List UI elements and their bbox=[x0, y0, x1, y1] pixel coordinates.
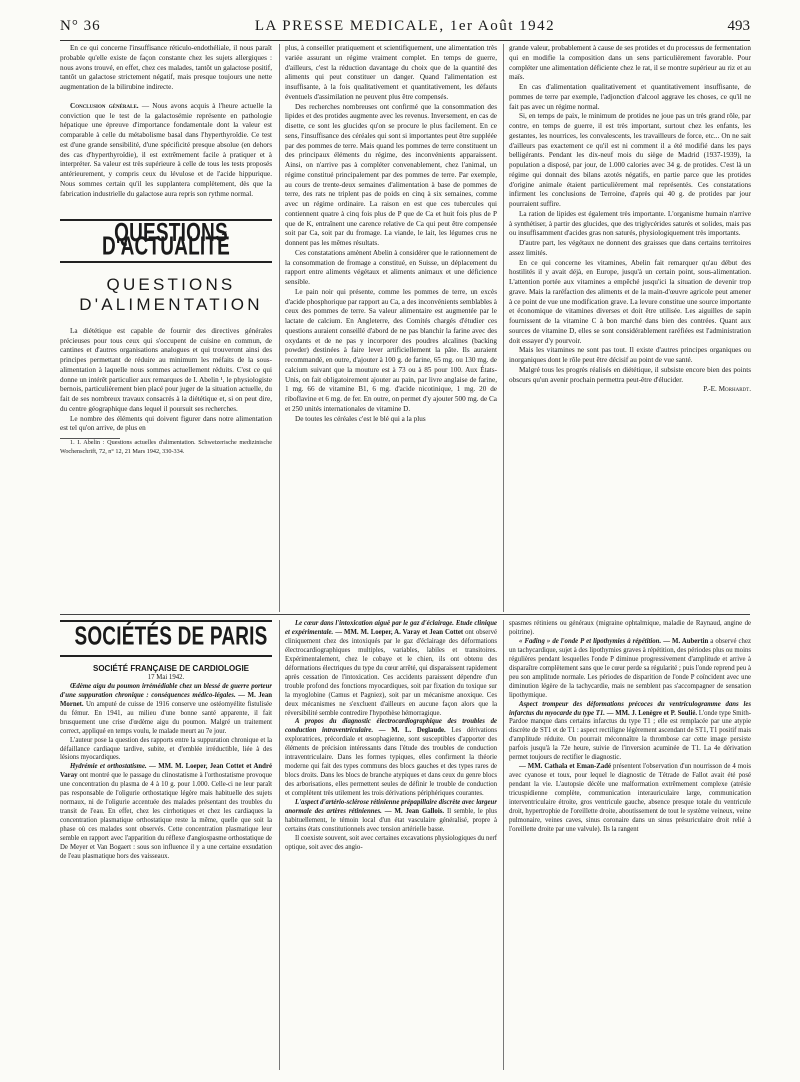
communication-authors: — MM. Cathala et Eman-Zadé bbox=[519, 763, 612, 771]
paragraph: Il coexiste souvent, soit avec certaines excavations physiologiques du nerf optique, soit avec des angio- bbox=[285, 834, 497, 851]
paragraph: Des recherches nombreuses ont confirmé que la consommation des lipides et des protides augmente avec les revenus. Inversement, en cas de disette, ce sont les glucides qu'on se procure le plus facilement. En ce sens, l'insuffisance des céréales qui sont si importantes peut être suppléée par des pommes de terre. Mais quand les pommes de terre constituent un des principaux éléments du régime, des inconvénients apparaissent. Ainsi, on n'arrive pas à compléter convenablement, chez l'animal, un régime constitué principalement par des pommes de terre. Par exemple, au cours de trente-deux semaines d'alimentation à base de pommes de terre, des rats ne triplent pas de poids en cinq à six semaines, comme avec un régime ordinaire. La raison en est que ces tubercules qui contiennent quatre à cinq fois plus de P que de Ca et huit fois plus de P que de K, entraînent une carence relative de Ca qui peut être compensée soit par Ca, soit par du fromage. La viande, le lait, les légumes crus ne donnent pas les mêmes résultats. bbox=[285, 102, 497, 247]
paragraph: La ration de lipides est également très importante. L'organisme humain n'arrive à synthétiser, à partir des glucides, que des triglycérides saturés et solides, mais pas ou insuffisamment d'acides gras non saturés, physiologiquement très importants. bbox=[509, 209, 751, 238]
paragraph: De toutes les céréales c'est le blé qui a la plus bbox=[295, 414, 426, 423]
communication-text: Un amputé de cuisse de 1916 conserve une ostéomyélite fistulisée du fémur. En 1941, au milieu d'une bonne santé apparente, il fait brusquement une crise d'œdème aigu du poumon. Malgré un traitement correct, appliqué en temps voulu, le malade meurt au 7e jour. bbox=[60, 700, 272, 735]
issue-number: N° 36 bbox=[60, 18, 101, 34]
communication bbox=[285, 799, 497, 835]
communication-text: ont montré que le passage du clinostatisme à l'orthostatisme provoque une concentration du plasma de 4 à 10 g. pour 1.000. Celle-ci ne leur paraît pas responsable de l'oligurie orthostatique légère mais habituelle des sujets normaux, ni de l'oligurie accentuée des malades présentant des troubles du transit de l'eau. En effet, chez les cirrhotiques et chez les cardiaques la concentration plasmatique orthostatique reste la même, quelle que soit la phase où ces malades sont observés. Cette concentration plasmatique leur semble en rapport avec l'apparition du réflexe d'angiospasme orthostatique de De Meyer et Van Bogaert : sous son influence il y a une certaine exsudation de l'eau plasmatique hors des vaisseaux. bbox=[60, 772, 272, 860]
communication bbox=[60, 683, 272, 737]
paragraph: Le pain noir qui présente, comme les pommes de terre, un excès d'acide phosphorique par rapport au Ca, a des inconvénients semblables à ceux des pommes de terre. Sa valeur alimentaire est augmentée par le lactate de calcium. En Angleterre, des Comités chargés d'étudier ces questions auraient conseillé d'abord de ne pas blanchir la farine avec des oxydants et de ne pas y incorporer des poudres alcalines (backing powder) destinées à faire lever artificiellement la pâte. Ils auraient recommandé, en outre, d'ajouter à 100 g. de farine, 65 mg. ou 130 mg. de calcium suivant que la mouture est à 73 ou à 85 pour 100. Aux États-Unis, on fait obligatoirement ajouter au pain, par livre anglaise de farine, 1 mg. 66 de vitamine B1, 6 mg. d'acide nicotinique, 1 mg. 20 de riboflavine et 6 mg. de fer. En outre, on permet d'y ajouter 500 mg. de Ca et 250 unités internationales de vitamine D. bbox=[285, 287, 497, 413]
paragraph: En cas d'alimentation qualitativement et quantitativement insuffisante, de pommes de terre par exemple, l'adjonction d'alcool aggrave les choses, ce qu'il ne fait pas avec un régime normal. bbox=[509, 83, 751, 111]
communication-authors: — M. Jean Mornet. bbox=[60, 691, 272, 708]
column-separator bbox=[503, 44, 504, 612]
column-separator bbox=[503, 620, 504, 1070]
paragraph: spasmes rétiniens ou généraux (migraine ophtalmique, maladie de Raynaud, angine de poitrine). bbox=[509, 620, 751, 636]
communication-text: présentent l'observation d'un nourrisson de 4 mois avec cyanose et toux, pour lequel le diagnostic de Tétrade de Fallot avait été posé pendant la vie. L'autopsie décèle une malformation extrêmement complexe (atrésie tricuspidienne complète, communication interauriculaire large, communication interventriculaire étroite, gros ventricule gauche, absence presque totale du ventricule droit, hypertrophie de l'oreillette droite, aboutissement de tout le système veineux, veine pulmonaire, veines caves, sinus coronaire dans un sinus présuriculaire droit relié à l'oreillette droite par une valvule). Ils la rangent bbox=[509, 763, 751, 833]
paragraph: En ce qui concerne les vitamines, Abelin fait remarquer qu'au début des hostilités il y avait déjà, en Europe, jusqu'à un certain point, sous-alimentation. L'attention portée aux vitamines a empêché jusqu'ici la situation de devenir trop grave. Mais la raréfaction des aliments et de la main-d'œuvre agricole peut amener à ce point de vue une modification grave. La levure constitue une source importante et économique de vitamines diverses et doit être utilisée. Les aiguilles de sapin fournissent de la vitamine C à bon marché dans bien des contrées. Quant aux sources de vitamine D, elles se sont considérablement raréfiées est l'administration doit essayer d'y pourvoir. bbox=[509, 258, 751, 345]
section-title: SOCIÉTÉS DE PARIS bbox=[74, 622, 268, 652]
communication-title: Hydrémie et orthostatisme. bbox=[70, 763, 147, 771]
page-header bbox=[60, 16, 750, 40]
paragraph: En ce qui concerne l'insuffisance réticulo-endothéliale, il nous paraît probable qu'elle existe de façon constante chez les sujets allergiques : nous avons trouvé, en effet, chez ces malades, tantôt un galactose positif, tantôt un galactose strictement négatif, mais presque toujours une nette augmentation de la bilirubine indirecte. bbox=[60, 44, 272, 91]
footnote: 1. I. Abelin : Questions actuelles d'alimentation. Schweizerische medizinische Wochenschrift, 72, n° 12, 21 Mars 1942, 330-334. bbox=[60, 439, 272, 455]
section-title: QUESTIONS D'ACTUALITÉ bbox=[101, 219, 231, 262]
author-signature: P.-E. Morhardt. bbox=[703, 385, 751, 394]
communication-authors: — M. Jean Gallois. bbox=[381, 808, 445, 816]
article-title-line-2: D'ALIMENTATION bbox=[79, 294, 263, 314]
communication bbox=[285, 718, 497, 799]
paragraph: La diététique est capable de fournir des directives générales précieuses pour tous ceux qui s'occupent de cuisine en commun, de cantines et d'autres organisations analogues et qui trouveront ainsi des principes permettant de réduire au minimum les méfaits de la sous-alimentation à laquelle nous sommes actuellement réduits. C'est ce qui donne un intérêt particulier aux remarques de I. Abelin ¹, le physiologiste bernois, particulièrement bien placé pour juger de la situation actuelle, du fait de ses nombreux travaux consacrés à la diététique et, si on peut dire, du centre géographique dans lequel il poursuit ses recherches. bbox=[60, 326, 272, 413]
society-column-1 bbox=[60, 620, 272, 1070]
journal-title: LA PRESSE MEDICALE, 1er Août 1942 bbox=[254, 18, 556, 34]
paragraph: grande valeur, probablement à cause de ses protides et du processus de fermentation qui en modifie la composition dans un sens particulièrement favorable. Pour compléter une alimentation déficiente chez le rat, il se montre supérieur au riz et au maïs. bbox=[509, 44, 751, 82]
paragraph: Le nombre des éléments qui doivent figurer dans notre alimentation est tel qu'on arrive, de plus en bbox=[60, 414, 272, 433]
paragraph: L'auteur pose la question des rapports entre la suppuration chronique et la défaillance cardiaque tardive, subite, et d'emblée irréductible, liée à des lésions myocardiques. bbox=[60, 736, 272, 762]
communication-authors: — M. Aubertin bbox=[661, 637, 709, 645]
communication-authors: — MM. M. Loeper, Jean Cottet et André Varay bbox=[60, 763, 272, 780]
communication-title: Aspect trompeur des déformations précoces du ventriculogramme dans les infarctus du myocarde du type T1. bbox=[509, 700, 751, 717]
paragraph: Mais les vitamines ne sont pas tout. Il existe d'autres principes organiques ou inorganiques dont le rôle peut être décisif au point de vue santé. bbox=[509, 346, 751, 364]
communication bbox=[60, 763, 272, 861]
section-divider bbox=[60, 614, 750, 615]
communication bbox=[509, 763, 751, 835]
communication-text: ont observé cliniquement chez des intoxiqués par le gaz d'éclairage des déformations électrocardiographiques multiples, variables, labiles et transitoires. Expérimentalement, chez le cobaye et le chien, ils ont obtenu des déformations électriques du type du cœur arrêté, qui disparaissent rapidement après cessation de l'intoxication. Ces accidents paraissent dépendre d'un trouble profond des fonctions myocardiques, soit par fixation du toxique sur la myoglobine (Camus et Pagniez), soit par un mécanisme anoxique. Ces deux mécanismes ne s'excluent d'ailleurs en aucune façon alors que la réversibilité semble contredire l'hypothèse hémorragique. bbox=[285, 628, 497, 717]
society-column-3 bbox=[509, 620, 751, 1070]
communication-authors: — MM. J. Lenègre et P. Soulié. bbox=[605, 709, 698, 717]
communication-title: « Fading » de l'onde P et lipothymies à répétition. bbox=[519, 637, 662, 645]
communication-text: L'onde type Smith-Pardoe manque dans certains infarctus du type T1 ; elle est remplacée par une atypie discrète de ST1 et de T1 : aspect rectiligne légèrement ascendant de ST1, T1 positif mais d'amplitude réduite. On pourrait méconnaître la thrombose car cette image persiste parfois jusqu'à la 72e heure, suivie de l'inversion acuminée de T1. La 4e dérivation permet toujours de rectifier le diagnostic. bbox=[509, 709, 751, 762]
communication-authors: — M. L. Deglaude. bbox=[373, 727, 446, 735]
page-number: 493 bbox=[727, 18, 750, 34]
paragraph: D'autre part, les végétaux ne donnent des graisses que dans certains territoires assez limités. bbox=[509, 239, 751, 257]
column-separator bbox=[279, 620, 280, 1070]
communication bbox=[285, 620, 497, 718]
communication-authors: — MM. M. Loeper, A. Varay et Jean Cottet bbox=[333, 628, 464, 636]
communication-title: A propos du diagnostic électrocardiographique des troubles de conduction intraventriculaire. bbox=[285, 718, 497, 735]
communication-text: a observé chez un tachycardique, sujet à des lipothymies graves à répétition, des périodes plus ou moins régulières pendant lesquelles l'onde P diminue progressivement d'amplitude et arrive à disparaître complètement sans que le cœur perde sa régularité ; puis l'onde reprend peu à peu son amplitude normale. Les périodes de disparition de l'onde P coïncident avec une diminution légère de la tachycardie, mais ne semblent pas s'accompagner de sensation lipothymique. bbox=[509, 637, 751, 699]
communication bbox=[509, 701, 751, 764]
paragraph: plus, à conseiller pratiquement et scientifiquement, une alimentation très variée assurant un régime vraiment complet. En temps de guerre, d'ailleurs, c'est la réduction davantage du choix que de la quantité des aliments qui peut constituer un danger. Quand l'alimentation est insuffisante, à la fois qualitativement et quantitativement, les défauts éventuels d'assimilation ne peuvent plus être compensés. bbox=[285, 44, 497, 101]
communication-title: Le cœur dans l'intoxication aiguë par le gaz d'éclairage. Étude clinique et expérimentale. bbox=[285, 620, 497, 636]
society-name: SOCIÉTÉ FRANÇAISE DE CARDIOLOGIE bbox=[92, 663, 249, 673]
article-column-2 bbox=[285, 44, 497, 612]
conclusion-paragraph bbox=[60, 102, 272, 200]
conclusion-text: — Nous avons acquis à l'heure actuelle la conviction que le test de la galactosémie représente en pathologie hépatique une épreuve d'importance fondamentale dont la valeur est comparable à celle du métabolisme basal dans l'hyperthyroïdie. Ce test est d'une grande sensibilité, d'une spécificité presque absolue (en dehors des cas d'hyperthyroïdie), il est extrêmement facile à pratiquer et à interpréter. Sa valeur est très supérieure à celle de tous les tests proposés antérieurement, y compris ceux du lévulose et de l'acide hippurique. Nous sommes certain qu'il les supplantera complètement, dès que la fabrication industrielle du galactose aura repris son rythme normal. bbox=[60, 101, 272, 198]
society-column-2 bbox=[285, 620, 497, 1070]
communication-title: Œdème aigu du poumon irrémédiable chez un blessé de guerre porteur d'une suppuration chronique : conséquences médico-légales. bbox=[60, 682, 272, 699]
article-column-1 bbox=[60, 44, 272, 612]
communication-text: Les dérivations exploratrices, précordiale et œsophagienne, sont susceptibles d'apporter des éléments de précision intéressants dans l'étude des troubles de conduction intraventriculaire. Dans les formes typiques, elles confirment la théorie moderne qui fait des types communs des blocs gauches et des types rares de blocs droits. Dans les blocs de branche atypiques et dans ceux du genre blocs des arborisations, elles permettent seules de définir le trouble de conduction et complètent très utilement les trois dérivations périphériques courantes. bbox=[285, 727, 497, 798]
communication-text: Il semble, le plus habituellement, le témoin local d'un état vasculaire généralisé, propre à certains états constitutionnels avec tension artérielle basse. bbox=[285, 808, 497, 833]
paragraph: Si, en temps de paix, le minimum de protides ne joue pas un très grand rôle, par contre, en temps de guerre, il est très important, surtout chez les enfants, les gestantes, les nourrices, les convalescents, les travailleurs de force, etc... On ne sait d'ailleurs pas exactement ce qu'il est ni comment il a été modifié dans les pays belligérants. Pendant les dix-neuf mois du siège de Madrid (1937-1939), la population a disposé, par jour, de 1.000 calories avec 34 g. de protides. C'est là un régime qui donnait des bilans azotés négatifs, en partie parce que les protides d'origine animale étaient particulièrement mal représentés. Ces constatations infirment les conclusions de Terroine, d'après qui 40 g. de protides par jour pourraient suffire. bbox=[509, 112, 751, 208]
paragraph: Ces constatations amènent Abelin à considérer que le rationnement de la consommation de fromage a constitué, en Suisse, un déplacement du rapport entre aliments végétaux et aliments animaux et une déficience sensible. bbox=[285, 248, 497, 286]
paragraph: Malgré tous les progrès réalisés en diététique, il subsiste encore bien des points obscurs qu'un avenir prochain permettra peut-être d'élucider. bbox=[509, 365, 751, 384]
conclusion-lead: Conclusion générale. bbox=[70, 101, 139, 110]
column-separator bbox=[279, 44, 280, 612]
communication bbox=[509, 638, 751, 701]
communication-title: L'aspect d'artério-sclérose rétinienne prépapillaire discrète avec largeur anormale des artères rétiniennes. bbox=[285, 799, 497, 816]
article-title-line-1: QUESTIONS bbox=[106, 274, 236, 294]
session-date: 17 Mai 1942. bbox=[147, 673, 185, 681]
header-rule bbox=[60, 40, 750, 41]
article-column-3 bbox=[509, 44, 751, 694]
